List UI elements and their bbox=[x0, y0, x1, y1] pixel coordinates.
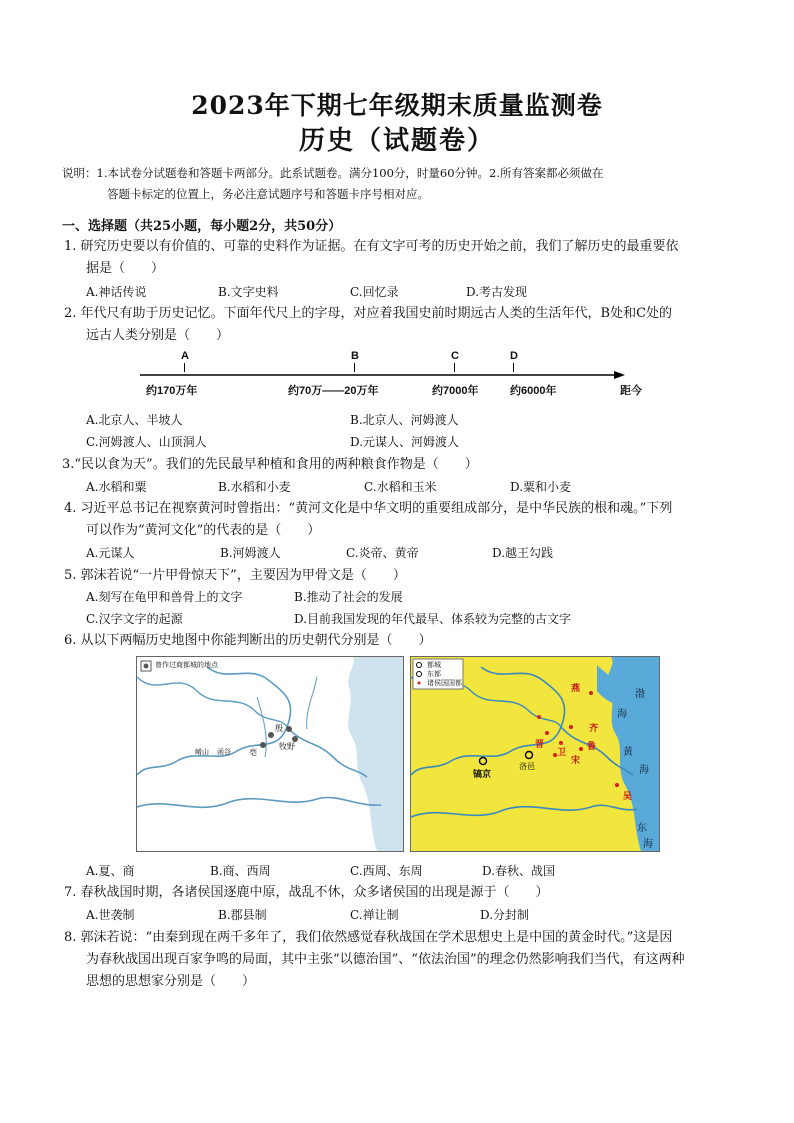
question-7 bbox=[64, 882, 734, 904]
timeline-label-b: 约70万——20万年 bbox=[288, 385, 379, 397]
map-place-muye: 牧野 bbox=[279, 742, 295, 751]
map-legend-east-capital: 东都 bbox=[427, 670, 441, 678]
timeline-label-d: 约6000年 bbox=[510, 385, 557, 397]
timeline-label-a: 约170万年 bbox=[146, 385, 198, 397]
option-c[interactable]: C.西周、东周 bbox=[350, 864, 423, 878]
map-shang-legend: 曾作过商都城的地点 bbox=[155, 661, 218, 669]
map-state-song: 宋 bbox=[571, 756, 581, 766]
question-1-stem-cont: 据是（ ） bbox=[86, 261, 165, 276]
map-city-haojing: 镐京 bbox=[473, 770, 492, 780]
question-8 bbox=[64, 927, 734, 993]
instructions-line1: 说明：1.本试卷分试题卷和答题卡两部分。此系试题卷。满分100分，时量60分钟。2.所有答案都必须做在 bbox=[62, 166, 604, 180]
map-state-wu: 吴 bbox=[623, 792, 633, 802]
option-b[interactable]: B.商、西周 bbox=[210, 864, 271, 878]
exam-subtitle: 历史（试题卷） bbox=[298, 126, 495, 156]
map-state-lu: 鲁 bbox=[587, 742, 597, 752]
option-b[interactable]: B.水稻和小麦 bbox=[218, 480, 291, 494]
question-1-stem: 1. 研究历史要以有价值的、可靠的史料作为证据。在有文字可考的历史开始之前，我们了解历史的最重要依 bbox=[64, 239, 679, 254]
question-4 bbox=[64, 498, 734, 542]
question-8-stem-cont2: 思想的思想家分别是（ ） bbox=[86, 974, 256, 989]
map-state-yan: 燕 bbox=[571, 684, 581, 694]
question-2 bbox=[64, 303, 734, 347]
option-a[interactable]: A.北京人、半坡人 bbox=[86, 413, 183, 427]
option-d[interactable]: D.分封制 bbox=[480, 908, 530, 922]
option-a[interactable]: A.水稻和粟 bbox=[86, 480, 147, 494]
question-8-stem-cont: 为春秋战国出现百家争鸣的局面，其中主张“以德治国”、“依法治国”的理念仍然影响我们当代，有这两种 bbox=[86, 952, 685, 967]
question-1 bbox=[64, 236, 734, 280]
question-3-stem: 3.“民以食为天”。我们的先民最早种植和食用的两种粮食作物是（ ） bbox=[62, 457, 478, 472]
option-a[interactable]: A.元谋人 bbox=[86, 546, 135, 560]
section-heading: 一、选择题（共25小题，每小题2分，共50分） bbox=[62, 219, 342, 234]
map-shang-drawing bbox=[137, 657, 403, 851]
question-2-stem-cont: 远古人类分别是（ ） bbox=[86, 328, 230, 343]
option-c[interactable]: C.水稻和玉米 bbox=[364, 480, 437, 494]
question-4-stem: 4. 习近平总书记在视察黄河时曾指出：“黄河文化是中华文明的重要组成部分，是中华民族的根和魂。”下列 bbox=[64, 501, 673, 516]
timeline-label-c: 约7000年 bbox=[432, 385, 479, 397]
option-a[interactable]: A.世袭制 bbox=[86, 908, 135, 922]
question-6 bbox=[64, 630, 734, 652]
map-shang bbox=[136, 656, 404, 852]
option-a[interactable]: A.神话传说 bbox=[86, 285, 147, 299]
map-place-bo: 亳 bbox=[249, 748, 257, 757]
map-sea-dong: 东 bbox=[637, 823, 647, 834]
timeline-label-now: 距今 bbox=[620, 385, 642, 397]
map-state-qi: 齐 bbox=[589, 724, 599, 734]
question-8-stem: 8. 郭沫若说：“由秦到现在两千多年了，我们依然感觉春秋战国在学术思想史上是中国的黄金时代。”这是因 bbox=[64, 930, 673, 945]
map-sea-dong-hai: 海 bbox=[643, 839, 653, 850]
map-legend-states: 诸侯国国都 bbox=[427, 679, 462, 687]
option-c[interactable]: C.汉字文字的起源 bbox=[86, 612, 183, 626]
option-b[interactable]: B.河姆渡人 bbox=[220, 546, 281, 560]
option-d[interactable]: D.粟和小麦 bbox=[510, 480, 572, 494]
map-city-luoyi: 洛邑 bbox=[519, 762, 535, 771]
option-d[interactable]: D.考古发现 bbox=[466, 285, 528, 299]
timeline-letter-c: C bbox=[451, 350, 459, 362]
map-state-wei: 卫 bbox=[557, 748, 567, 758]
option-a[interactable]: A.夏、商 bbox=[86, 864, 135, 878]
question-4-stem-cont: 可以作为“黄河文化”的代表的是（ ） bbox=[86, 523, 321, 538]
map-place-xiaoshan: 崤山 bbox=[195, 748, 209, 756]
exam-title: 2023年下期七年级期末质量监测卷 bbox=[191, 91, 603, 120]
map-state-jin: 晋 bbox=[535, 740, 545, 750]
map-sea-bo: 渤 bbox=[635, 689, 645, 700]
option-b[interactable]: B.北京人、河姆渡人 bbox=[350, 413, 459, 427]
map-sea-huang: 黄 bbox=[623, 747, 633, 758]
question-6-stem: 6. 从以下两幅历史地图中你能判断出的历史朝代分别是（ ） bbox=[64, 633, 432, 648]
question-2-stem: 2. 年代尺有助于历史记忆。下面年代尺上的字母，对应着我国史前时期远古人类的生活年代，B处和C处的 bbox=[64, 306, 673, 321]
timeline bbox=[136, 350, 656, 400]
map-place-yin: 殷 bbox=[275, 724, 283, 733]
option-d[interactable]: D.目前我国发现的年代最早、体系较为完整的古文字 bbox=[294, 612, 572, 626]
map-western-zhou bbox=[410, 656, 660, 852]
option-d[interactable]: D.元谋人、河姆渡人 bbox=[350, 435, 460, 449]
option-a[interactable]: A.刻写在龟甲和兽骨上的文字 bbox=[86, 590, 243, 604]
timeline-letter-d: D bbox=[510, 350, 518, 362]
instructions-line2: 答题卡标定的位置上，务必注意试题序号和答题卡序号相对应。 bbox=[107, 187, 429, 201]
timeline-axis bbox=[136, 371, 626, 379]
option-b[interactable]: B.文字史料 bbox=[218, 285, 279, 299]
option-c[interactable]: C.河姆渡人、山顶洞人 bbox=[86, 435, 207, 449]
option-b[interactable]: B.推动了社会的发展 bbox=[294, 590, 403, 604]
instructions bbox=[62, 163, 738, 205]
question-5-stem: 5. 郭沫若说“一片甲骨惊天下”，主要因为甲骨文是（ ） bbox=[64, 568, 406, 583]
question-7-stem: 7. 春秋战国时期，各诸侯国逐鹿中原，战乱不休，众多诸侯国的出现是源于（ ） bbox=[64, 885, 549, 900]
option-c[interactable]: C.禅让制 bbox=[350, 908, 399, 922]
map-sea-bo-hai: 海 bbox=[617, 709, 627, 720]
map-legend-capital: 都城 bbox=[427, 661, 441, 669]
option-b[interactable]: B.郡县制 bbox=[218, 908, 267, 922]
option-c[interactable]: C.炎帝、黄帝 bbox=[346, 546, 419, 560]
question-3 bbox=[62, 454, 732, 476]
option-d[interactable]: D.越王勾践 bbox=[492, 546, 554, 560]
option-d[interactable]: D.春秋、战国 bbox=[482, 864, 556, 878]
timeline-letter-a: A bbox=[181, 350, 189, 362]
timeline-letter-b: B bbox=[351, 350, 359, 362]
map-place-hangu: 函谷 bbox=[217, 748, 231, 756]
option-c[interactable]: C.回忆录 bbox=[350, 285, 399, 299]
map-sea-huang-hai: 海 bbox=[639, 765, 649, 776]
question-5 bbox=[64, 565, 734, 587]
